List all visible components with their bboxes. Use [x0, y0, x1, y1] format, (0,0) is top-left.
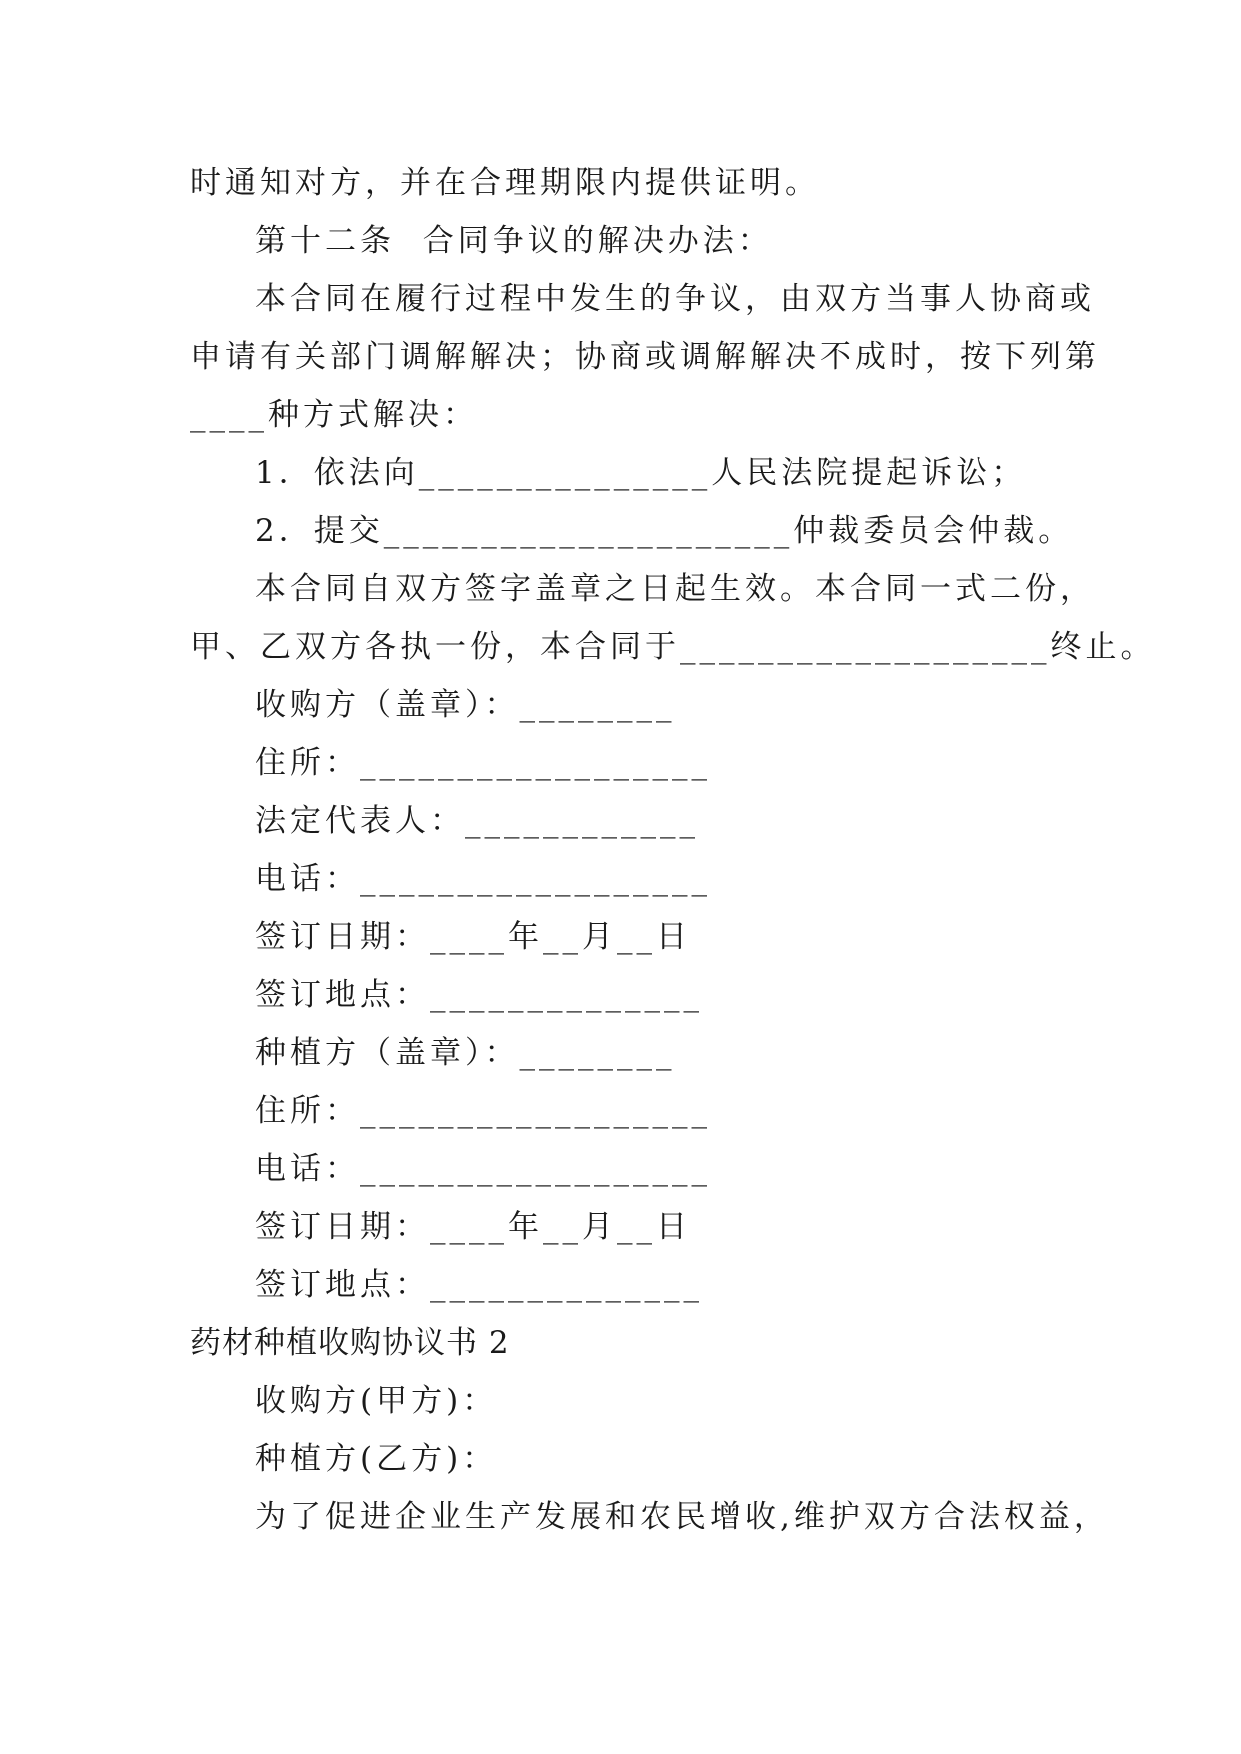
signature-field: 签订日期：____年__月__日 [255, 919, 691, 955]
document-title: 药材种植收购协议书 2 [190, 1325, 510, 1361]
paragraph-line: 时通知对方，并在合理期限内提供证明。 [190, 165, 820, 201]
party-line: 收购方(甲方)： [255, 1383, 498, 1419]
paragraph-line: 本合同在履行过程中发生的争议，由双方当事人协商或 [255, 281, 1095, 317]
list-item: 2．提交_____________________仲裁委员会仲裁。 [255, 513, 1074, 549]
signature-field: 种植方（盖章）：________ [255, 1035, 676, 1071]
paragraph-line: 为了促进企业生产发展和农民增收,维护双方合法权益， [255, 1499, 1109, 1535]
article-heading: 第十二条 合同争议的解决办法： [255, 223, 773, 259]
signature-field: 住所：__________________ [255, 1093, 711, 1129]
signature-field: 法定代表人：____________ [255, 803, 699, 839]
paragraph-line: 本合同自双方签字盖章之日起生效。本合同一式二份， [255, 571, 1095, 607]
paragraph-line: 甲、乙双方各执一份，本合同于___________________终止。 [190, 629, 1156, 665]
signature-field: 住所：__________________ [255, 745, 711, 781]
signature-field: 电话：__________________ [255, 1151, 711, 1187]
paragraph-line: ____种方式解决： [190, 397, 478, 433]
paragraph-line: 申请有关部门调解解决；协商或调解解决不成时，按下列第 [190, 339, 1100, 375]
signature-field: 电话：__________________ [255, 861, 711, 897]
signature-field: 签订日期：____年__月__日 [255, 1209, 691, 1245]
list-item: 1．依法向_______________人民法院提起诉讼； [255, 455, 1027, 491]
signature-field: 签订地点：______________ [255, 977, 703, 1013]
signature-field: 签订地点：______________ [255, 1267, 703, 1303]
party-line: 种植方(乙方)： [255, 1441, 498, 1477]
signature-field: 收购方（盖章）：________ [255, 687, 676, 723]
